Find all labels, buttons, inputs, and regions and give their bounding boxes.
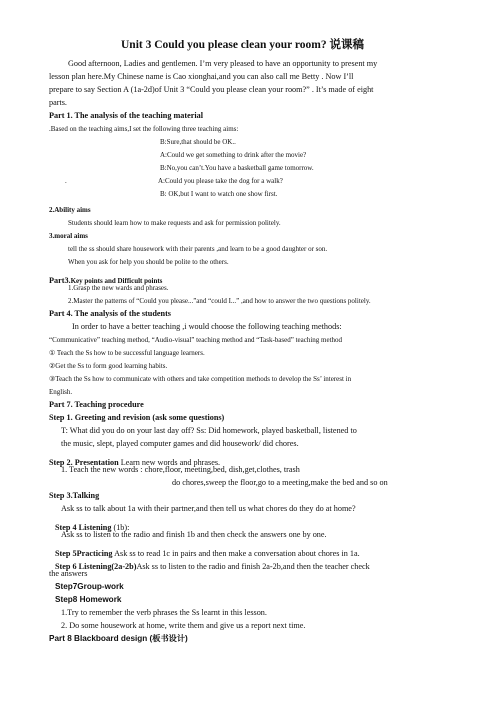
step8-heading: Step8 Homework [55,595,122,604]
part7-heading: Part 7. Teaching procedure [49,400,144,409]
page-title: Unit 3 Could you please clean your room? 说课稿 [121,39,365,51]
step7-heading: Step7Group-work [55,582,124,591]
homework-item-2: 2. Do some housework at home, write them and give us a report next time. [61,621,306,630]
step2-text: Learn new words and phrases. [118,458,221,467]
intro-line-2: lesson plan here.My Chinese name is Cao xionghai,and you can also call me Betty . Now I’ll [49,72,354,81]
ability-heading: 2.Ability aims [49,206,91,214]
step4-body: Ask ss to listen to the radio and finish 1b and then check the answers one by one. [61,530,327,539]
part4-heading: Part 4. The analysis of the students [49,309,171,318]
step6-continuation: the answers [49,569,88,578]
dialogue-line-5: B: OK,but I want to watch one show first. [160,190,278,198]
moral-heading: 3.moral aims [49,232,88,240]
part4-line-2: “Communicative” teaching method, “Audio-visual” teaching method and “Task-based” teaching method [49,336,343,344]
dialogue-line-2: A:Could we get something to drink after the movie? [160,151,307,159]
step6-text: Ask ss to listen to the radio and finish 2a-2b,and then the teacher check [136,562,370,571]
dialogue-dot: . [65,177,67,185]
step5-text: Ask ss to read 1c in pairs and then make a conversation about chores in 1a. [112,549,360,558]
step2-continuation: do chores,sweep the floor,go to a meeting,make the bed and so on [172,478,388,487]
part3-item-1: 1.Grasp the new wards and phrases. [68,284,169,292]
part3-heading-label: Part3. [49,276,71,285]
moral-line-2: When you ask for help you should be polite to the others. [68,258,229,266]
step5-label: Step 5Practicing [55,549,113,558]
part3-item-2: 2.Master the patterns of “Could you please...”and “could I...” ,and how to answer the two questions politely. [68,297,371,305]
homework-item-1: 1.Try to remember the verb phrases the Ss learnt in this lesson. [61,608,267,617]
step2-label: Step 2. Presentation [49,458,119,467]
intro-line-4: parts. [49,98,67,107]
part1-heading: Part 1. The analysis of the teaching material [49,111,204,120]
step1-line-1: T: What did you do on your last day off? Ss: Did homework, played basketball, listened to [61,426,357,435]
intro-line-3: prepare to say Section A (1a-2d)of Unit 3 “Could you please clean your room?” . It’s made of eight [49,85,374,94]
intro-line-1: Good afternoon, Ladies and gentlemen. I’m very pleased to have an opportunity to present my [68,59,378,68]
step1-line-2: the music, slept, played computer games and did housework/ did chores. [61,439,299,448]
dialogue-line-3: B:No,you can’t.You have a basketball game tomorrow. [160,164,314,172]
step1-heading: Step 1. Greeting and revision (ask some questions) [49,413,225,422]
moral-line-1: tell the ss should share housework with their parents ,and learn to be a good daughter or son. [68,245,328,253]
step4-label: Step 4 Listening [55,523,112,532]
part3-heading-text: Key points and Difficult points [70,277,163,285]
part4-line-1: In order to have a better teaching ,i would choose the following teaching methods: [72,322,342,331]
step6-heading [55,557,370,573]
dialogue-line-4: A:Could you please take the dog for a walk? [158,177,283,185]
step2-item: 1. Teach the new words : chore,floor, meeting,bed, dish,get,clothes, trash [61,465,300,474]
part1-aims-line: .Based on the teaching aims,I set the following three teaching aims: [49,125,239,133]
part4-circled-1: ① Teach the Ss how to be successful language learners. [49,349,205,357]
step3-text: Ask ss to talk about 1a with their partner,and then tell us what chores do they do at home? [61,504,356,513]
step4-text: (1b): [111,523,130,532]
part4-circled-3: ③Teach the Ss how to communicate with others and take competition methods to develop the Ss’ interest in [49,375,352,383]
part4-circled-4: English. [49,388,73,396]
dialogue-line-1: B:Sure,that should be OK.. [160,138,236,146]
step3-heading: Step 3.Talking [49,491,100,500]
part4-circled-2: ②Get the Ss to form good learning habits. [49,362,168,370]
ability-text: Students should learn how to make requests and ask for permission politely. [68,219,281,227]
step6-label: Step 6 Listening(2a-2b) [55,562,137,571]
part8-heading: Part 8 Blackboard design (板书设计) [49,634,188,643]
